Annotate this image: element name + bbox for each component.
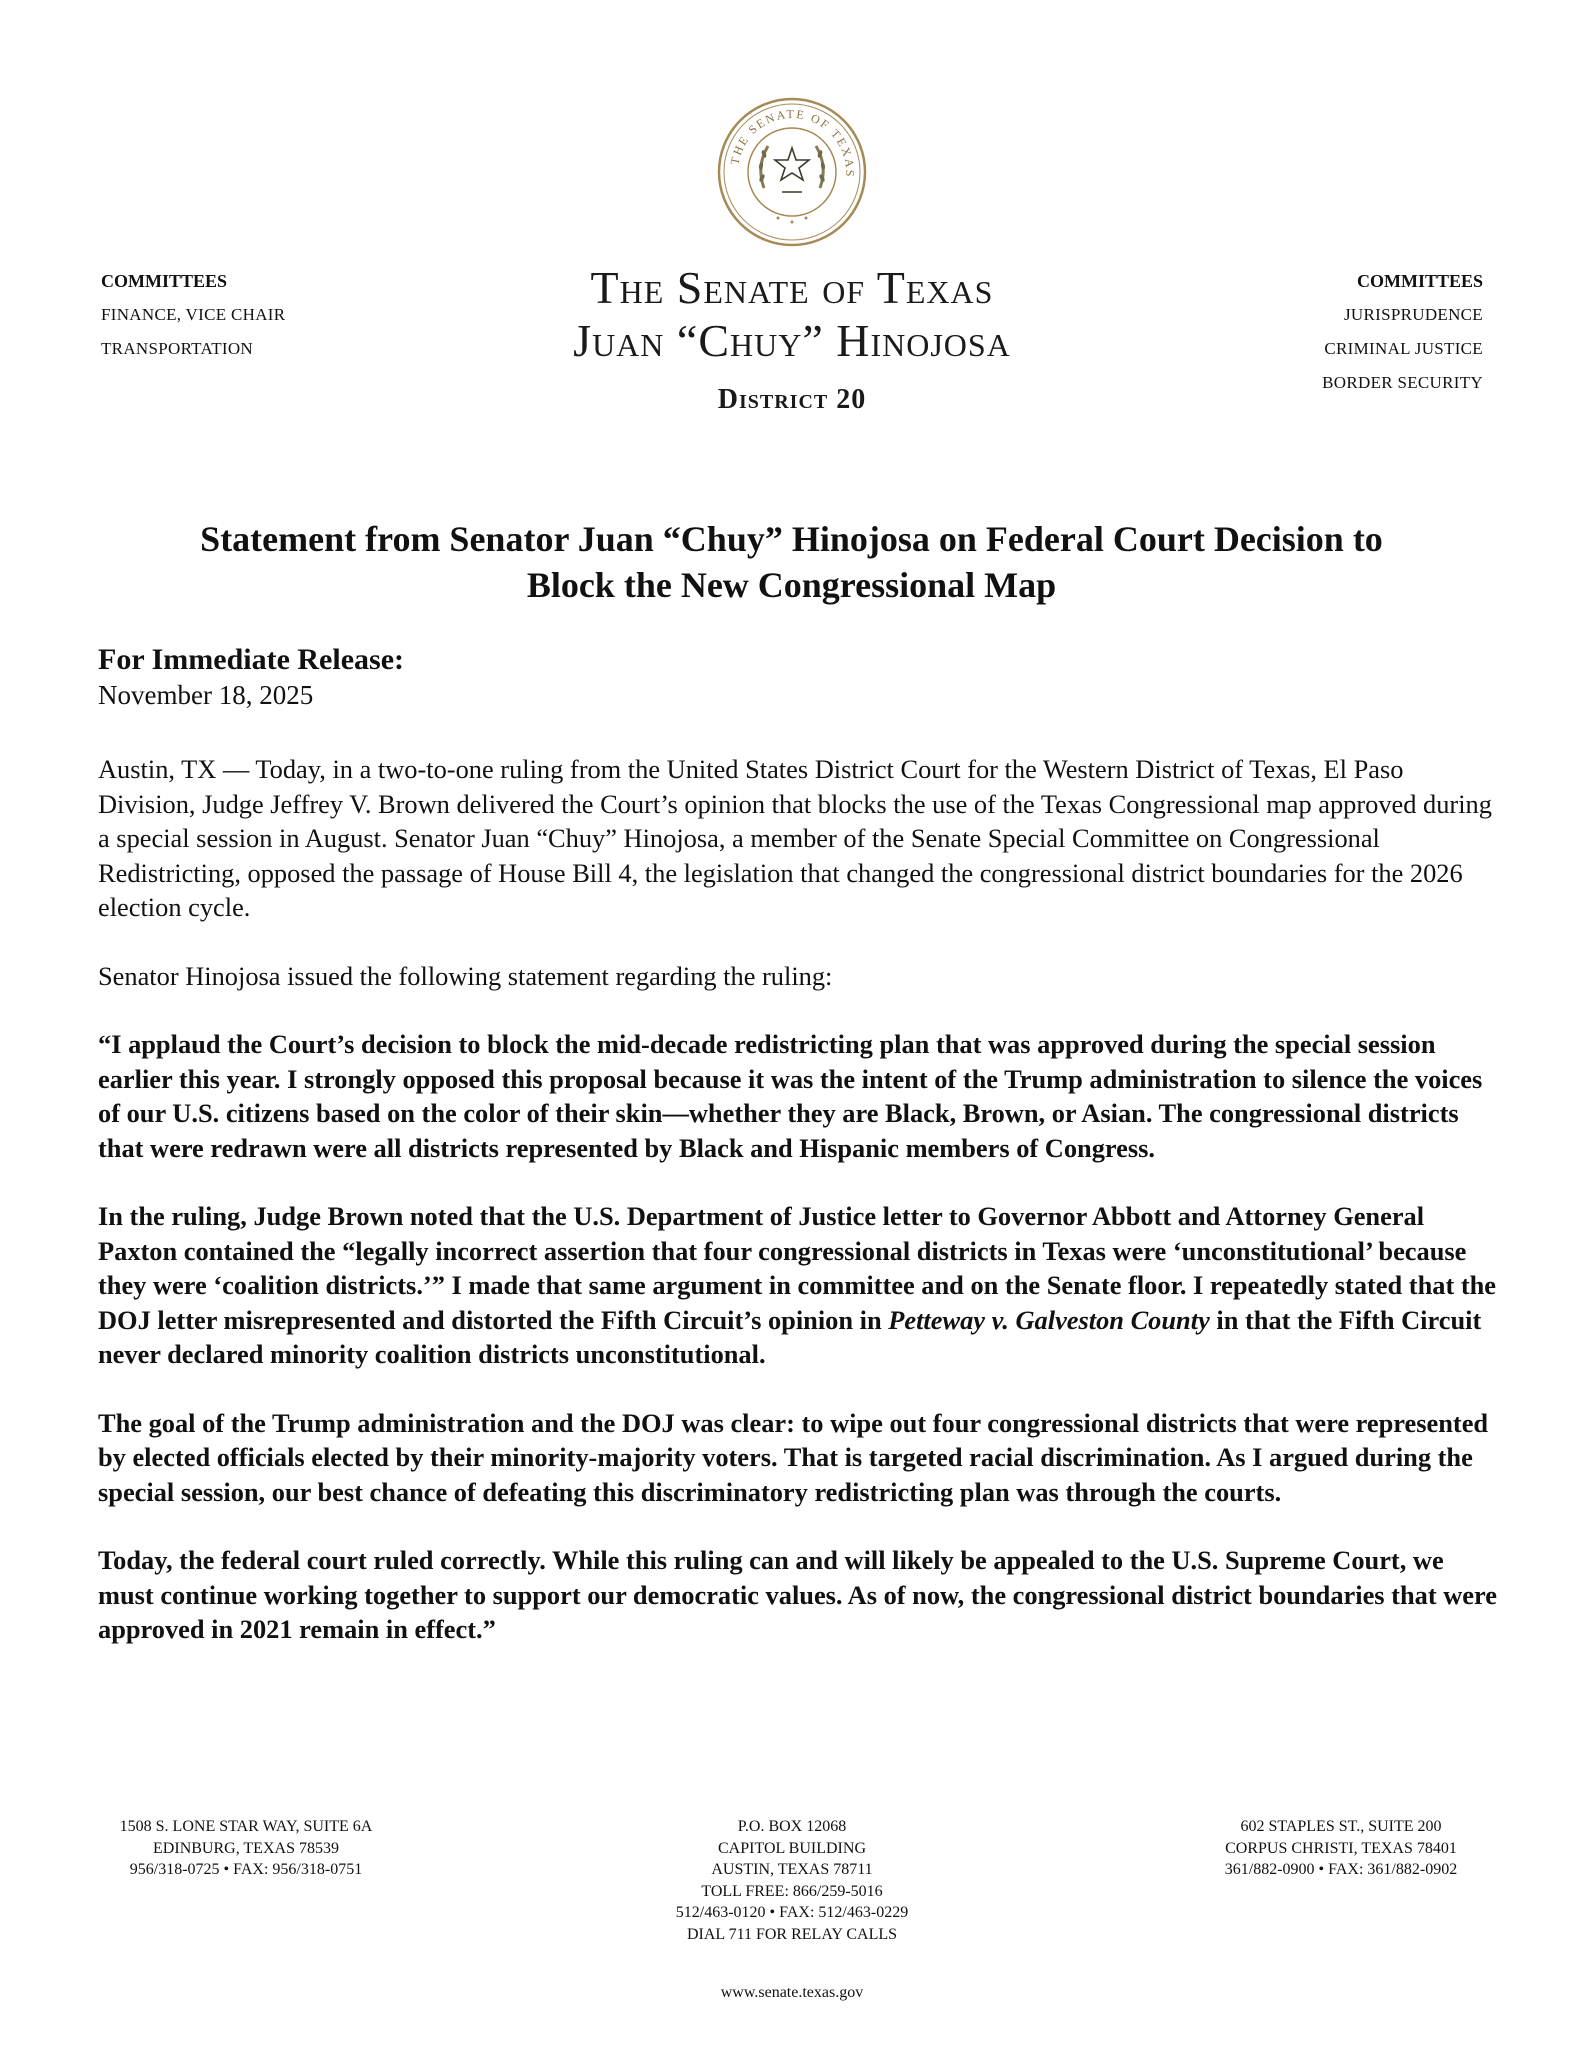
title-line: Statement from Senator Juan “Chuy” Hinojosa on Federal Court Decision to: [200, 519, 1383, 559]
committee-item: TRANSPORTATION: [101, 339, 253, 358]
address-line: AUSTIN, TEXAS 78711: [711, 1861, 873, 1878]
address-line: P.O. BOX 12068: [737, 1818, 847, 1835]
committees-right: [1322, 264, 1483, 400]
footer-capitol-office: [632, 1816, 952, 1945]
title-line: Block the New Congressional Map: [526, 565, 1057, 605]
paragraph-lead: Senator Hinojosa issued the following statement regarding the ruling:: [98, 960, 833, 991]
address-line: 1508 S. LONE STAR WAY, SUITE 6A: [119, 1818, 373, 1835]
website-link[interactable]: www.senate.texas.gov: [720, 1984, 864, 2001]
committees-left: [101, 264, 285, 366]
quote-paragraph: [98, 1199, 1498, 1372]
address-line: EDINBURG, TEXAS 78539: [153, 1839, 339, 1857]
quote-paragraph: “I applaud the Court’s decision to block the mid-decade redistricting plan that was approved during the special session earlier this year. I strongly opposed this proposal because it was the intent of the Trump administration to silence the voices of our U.S. citizens based on the color of their skin—whether they are Black, Brown, or Asian. The congressional districts that were redrawn were all districts represented by Black and Hispanic members of Congress.: [98, 1029, 1483, 1163]
committee-item: BORDER SECURITY: [1322, 373, 1483, 392]
case-citation: Petteway v. Galveston County: [888, 1304, 1210, 1335]
masthead: [450, 262, 1134, 420]
quote-text: in that the Fifth Circuit never declared minority coalition districts unconstitutional.: [98, 1304, 1482, 1369]
release-info: [98, 642, 404, 712]
senator-name: Juan “Chuy” Hinojosa: [573, 315, 1011, 366]
statement-title: [90, 516, 1493, 608]
committees-heading: COMMITTEES: [1356, 271, 1483, 291]
phone-line: 361/882-0900 • FAX: 361/882-0902: [1224, 1861, 1458, 1878]
committee-item: CRIMINAL JUSTICE: [1324, 339, 1483, 358]
quote-text: In the ruling, Judge Brown noted that the U.S. Department of Justice letter to Governor Abbott and Attorney General Paxton contained the “legally incorrect assertion that four congressional districts in Texas were ‘unconstitutional’ because they were ‘coalition districts.’” I made that same argument in committee and on the Senate floor. I repeatedly stated that the DOJ letter misrepresented and distorted the Fifth Circuit’s opinion in: [98, 1201, 1497, 1335]
phone-line: TOLL FREE: 866/259-5016: [701, 1882, 883, 1900]
paragraph-intro: Austin, TX — Today, in a two-to-one ruling from the United States District Court for the Western District of Texas, El Paso Division, Judge Jeffrey V. Brown delivered the Court’s opinion that blocks the use of the Texas Congressional map approved during a special session in August. Senator Juan “Chuy” Hinojosa, a member of the Senate Special Committee on Congressional Redistricting, opposed the passage of House Bill 4, the legislation that changed the congressional district boundaries for the 2026 election cycle.: [98, 754, 1492, 922]
footer-edinburg-office: [96, 1816, 396, 1881]
phone-line: 956/318-0725 • FAX: 956/318-0751: [129, 1861, 363, 1878]
senate-name: The Senate of Texas: [590, 262, 994, 313]
address-line: CORPUS CHRISTI, TEXAS 78401: [1225, 1839, 1457, 1857]
committee-item: FINANCE, VICE CHAIR: [101, 305, 286, 324]
svg-text:THE SENATE OF TEXAS: THE SENATE OF TEXAS: [727, 106, 858, 179]
relay-line: DIAL 711 FOR RELAY CALLS: [686, 1925, 898, 1943]
committee-item: JURISPRUDENCE: [1344, 305, 1483, 324]
footer-corpus-christi-office: [1186, 1816, 1496, 1881]
quote-paragraph: The goal of the Trump administration and the DOJ was clear: to wipe out four congressional districts that were represented by elected officials elected by their minority-majority voters. That is targeted racial discrimination. As I argued during the special session, our best chance of defeating this discriminatory redistricting plan was through the courts.: [98, 1407, 1489, 1507]
phone-line: 512/463-0120 • FAX: 512/463-0229: [675, 1904, 909, 1921]
district-label: District 20: [717, 384, 867, 415]
quote-paragraph: Today, the federal court ruled correctly. While this ruling can and will likely be appealed to the U.S. Supreme Court, we must continue working together to support our democratic values. As of now, the congressional district boundaries that were approved in 2021 remain in effect.”: [98, 1545, 1497, 1644]
release-date: November 18, 2025: [98, 680, 314, 710]
committees-heading: COMMITTEES: [101, 271, 228, 291]
senate-seal-icon: [716, 96, 868, 248]
address-line: CAPITOL BUILDING: [718, 1839, 866, 1857]
statement-body: [98, 752, 1498, 1681]
address-line: 602 STAPLES ST., SUITE 200: [1240, 1818, 1442, 1835]
release-label: For Immediate Release:: [98, 643, 405, 676]
